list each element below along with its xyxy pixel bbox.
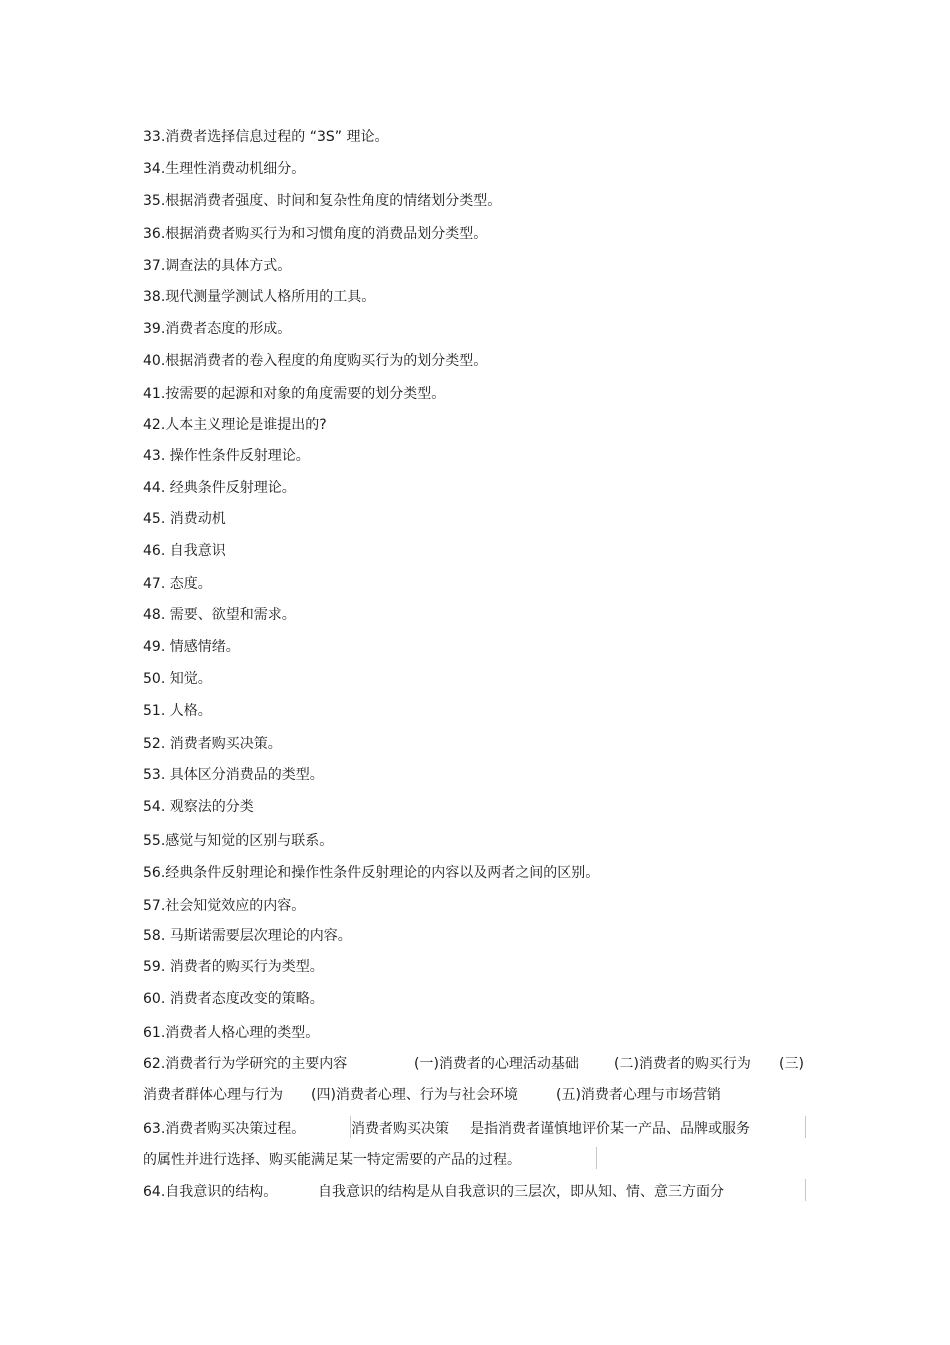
- question-49: 49. 情感情绪。: [143, 639, 240, 655]
- question-40: 40.根据消费者的卷入程度的角度购买行为的划分类型。: [143, 353, 488, 369]
- question-63: 63.消费者购买决策过程。: [143, 1121, 306, 1137]
- question-62: 62.消费者行为学研究的主要内容: [143, 1056, 348, 1072]
- question-58: 58. 马斯诺需要层次理论的内容。: [143, 928, 352, 944]
- question-34: 34.生理性消费动机细分。: [143, 161, 306, 177]
- question-51: 51. 人格。: [143, 703, 212, 719]
- question-52: 52. 消费者购买决策。: [143, 736, 282, 752]
- question-36: 36.根据消费者购买行为和习惯角度的消费品划分类型。: [143, 226, 488, 242]
- question-50: 50. 知觉。: [143, 671, 212, 687]
- question-38: 38.现代测量学测试人格所用的工具。: [143, 289, 376, 305]
- answer-62-part-3-label: (三): [779, 1056, 804, 1072]
- question-39: 39.消费者态度的形成。: [143, 321, 292, 337]
- question-55: 55.感觉与知觉的区别与联系。: [143, 833, 334, 849]
- question-56: 56.经典条件反射理论和操作性条件反射理论的内容以及两者之间的区别。: [143, 865, 600, 881]
- question-60: 60. 消费者态度改变的策略。: [143, 991, 324, 1007]
- table-divider: [805, 1179, 806, 1201]
- answer-62-part-1: (一)消费者的心理活动基础: [414, 1056, 579, 1072]
- question-35: 35.根据消费者强度、时间和复杂性角度的情绪划分类型。: [143, 193, 502, 209]
- question-54: 54. 观察法的分类: [143, 799, 254, 815]
- answer-62-part-2: (二)消费者的购买行为: [614, 1056, 751, 1072]
- question-48: 48. 需要、欲望和需求。: [143, 607, 296, 623]
- answer-62-part-5: (五)消费者心理与市场营销: [556, 1087, 721, 1103]
- question-43: 43. 操作性条件反射理论。: [143, 448, 310, 464]
- question-57: 57.社会知觉效应的内容。: [143, 898, 306, 914]
- table-divider: [596, 1147, 597, 1169]
- question-46: 46. 自我意识: [143, 543, 226, 559]
- question-37: 37.调查法的具体方式。: [143, 258, 292, 274]
- answer-64-line-1: 自我意识的结构是从自我意识的三层次，即从知、情、意三方面分: [318, 1184, 724, 1200]
- question-33: 33.消费者选择信息过程的 “3S” 理论。: [143, 129, 389, 145]
- question-59: 59. 消费者的购买行为类型。: [143, 959, 324, 975]
- question-44: 44. 经典条件反射理论。: [143, 480, 296, 496]
- question-42: 42.人本主义理论是谁提出的?: [143, 417, 327, 433]
- answer-63-term: 消费者购买决策: [351, 1121, 449, 1137]
- question-47: 47. 态度。: [143, 576, 212, 592]
- question-41: 41.按需要的起源和对象的角度需要的划分类型。: [143, 386, 446, 402]
- question-53: 53. 具体区分消费品的类型。: [143, 767, 324, 783]
- answer-62-part-3: 消费者群体心理与行为: [143, 1087, 283, 1103]
- table-divider: [805, 1116, 806, 1138]
- answer-63-line-1: 是指消费者谨慎地评价某一产品、品牌或服务: [470, 1121, 750, 1137]
- answer-62-part-4: (四)消费者心理、行为与社会环境: [311, 1087, 518, 1103]
- question-64: 64.自我意识的结构。: [143, 1184, 278, 1200]
- answer-63-line-2: 的属性并进行选择、购买能满足某一特定需要的产品的过程。: [143, 1152, 521, 1168]
- question-45: 45. 消费动机: [143, 511, 226, 527]
- question-61: 61.消费者人格心理的类型。: [143, 1025, 320, 1041]
